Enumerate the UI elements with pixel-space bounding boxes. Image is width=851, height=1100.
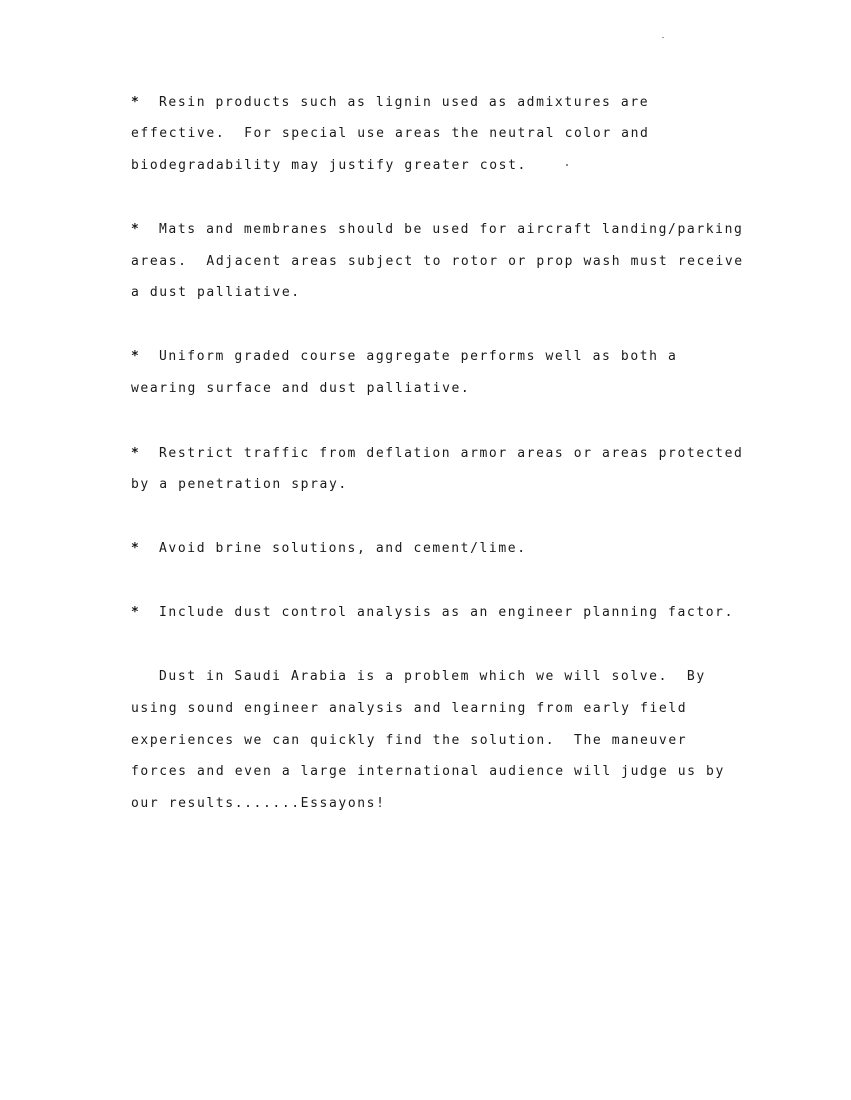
closing-paragraph-text: Dust in Saudi Arabia is a problem which we will solve. By: [159, 669, 706, 684]
bullet-marker: *: [131, 222, 141, 237]
closing-paragraph-line-2: using sound engineer analysis and learning from early field: [131, 701, 688, 716]
bullet-text: Mats and membranes should be used for aircraft landing/parking: [159, 222, 744, 237]
bullet-marker: *: [131, 541, 141, 556]
bullet-text: Include dust control analysis as an engineer planning factor.: [159, 605, 735, 620]
bullet-marker: *: [131, 446, 141, 461]
bullet-item-2-line-1: [131, 222, 743, 238]
bullet-text: Resin products such as lignin used as admixtures are: [159, 95, 650, 110]
bullet-text: Uniform graded course aggregate performs well as both a: [159, 349, 678, 364]
bullet-item-2-line-3: a dust palliative.: [131, 285, 301, 300]
closing-paragraph-line-4: forces and even a large international audience will judge us by: [131, 764, 725, 779]
bullet-item-1-line-3: biodegradability may justify greater cost.: [131, 158, 527, 173]
bullet-item-3-line-2: wearing surface and dust palliative.: [131, 381, 471, 396]
scan-speck: [566, 164, 568, 166]
bullet-item-2-line-2: areas. Adjacent areas subject to rotor or prop wash must receive: [131, 254, 744, 269]
bullet-item-4-line-1: [131, 446, 743, 462]
bullet-text: Restrict traffic from deflation armor areas or areas protected: [159, 446, 744, 461]
bullet-text: Avoid brine solutions, and cement/lime.: [159, 541, 527, 556]
bullet-item-1-line-1: [131, 95, 649, 111]
scan-speck: [662, 37, 664, 38]
bullet-item-4-line-2: by a penetration spray.: [131, 477, 348, 492]
closing-paragraph-line-1: [131, 669, 706, 685]
bullet-item-6-line-1: [131, 605, 734, 621]
closing-paragraph-line-5: our results.......Essayons!: [131, 796, 386, 811]
bullet-item-1-line-2: effective. For special use areas the neutral color and: [131, 126, 650, 141]
bullet-item-5-line-1: [131, 541, 527, 557]
bullet-marker: *: [131, 605, 141, 620]
bullet-marker: *: [131, 349, 141, 364]
closing-paragraph-line-3: experiences we can quickly find the solution. The maneuver: [131, 733, 688, 748]
bullet-marker: *: [131, 95, 141, 110]
bullet-item-3-line-1: [131, 349, 677, 365]
